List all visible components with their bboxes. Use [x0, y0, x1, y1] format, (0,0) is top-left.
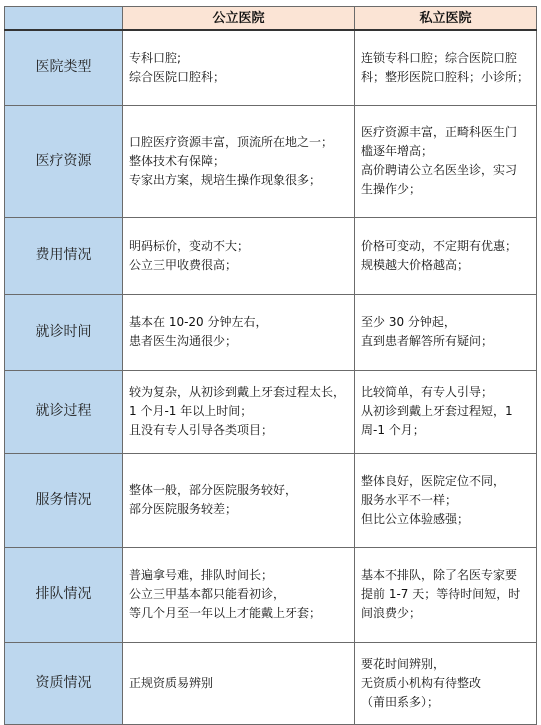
- cell-text-line: 直到患者解答所有疑问；: [361, 334, 494, 348]
- private-hospital-cell: [355, 642, 537, 724]
- cell-text-line: 基本在 10-20 分钟左右，: [129, 315, 268, 329]
- public-hospital-cell: [123, 30, 355, 105]
- table-row: [5, 642, 537, 724]
- table-row: [5, 30, 537, 105]
- header-corner: [5, 7, 123, 31]
- private-hospital-cell: [355, 453, 537, 547]
- table-row: [5, 370, 537, 453]
- cell-text-line: 但比公立体验感强；: [361, 511, 470, 526]
- row-label: 费用情况: [5, 217, 123, 294]
- cell-text-line: 要花时间辨别，: [361, 656, 446, 671]
- row-label: 医院类型: [5, 30, 123, 105]
- cell-text-line: 槛逐年增高；: [361, 144, 434, 158]
- cell-text-line: 间浪费少；: [361, 606, 422, 620]
- private-hospital-cell: [355, 294, 537, 370]
- cell-text-line: 等几个月至一年以上才能戴上牙套；: [129, 606, 322, 620]
- row-label: 服务情况: [5, 453, 123, 547]
- row-label: 医疗资源: [5, 105, 123, 217]
- cell-text-line: 专科口腔;: [129, 50, 182, 65]
- row-label: 资质情况: [5, 642, 123, 724]
- cell-text-line: 价格可变动，不定期有优惠；: [361, 238, 518, 253]
- cell-text-line: 综合医院口腔科；: [129, 69, 226, 84]
- cell-text-line: 至少 30 分钟起，: [361, 315, 456, 329]
- private-hospital-cell: [355, 547, 537, 642]
- private-hospital-cell: [355, 105, 537, 217]
- cell-text-line: 科；整形医院口腔科；小诊所；: [361, 69, 530, 84]
- row-label: 就诊过程: [5, 370, 123, 453]
- header-row: [5, 7, 537, 31]
- public-hospital-cell: [123, 105, 355, 217]
- table-row: [5, 217, 537, 294]
- public-hospital-cell: [123, 217, 355, 294]
- cell-text-line: 规模越大价格越高；: [361, 257, 470, 272]
- public-hospital-cell: [123, 294, 355, 370]
- table-row: [5, 294, 537, 370]
- header-private-hospital: 私立医院: [355, 7, 537, 31]
- cell-text-line: 部分医院服务较差；: [129, 502, 238, 516]
- cell-text-line: 整体一般，部分医院服务较好，: [129, 483, 298, 497]
- cell-text-line: 口腔医疗资源丰富，顶流所在地之一；: [129, 134, 334, 149]
- cell-text-line: 公立三甲收费很高；: [129, 257, 238, 272]
- cell-text-line: 较为复杂，从初诊到戴上牙套过程太长，: [129, 385, 346, 399]
- cell-text-line: 且没有专人引导各类项目；: [129, 423, 274, 437]
- cell-text-line: 比较简单，有专人引导；: [361, 385, 494, 399]
- header-public-hospital: 公立医院: [123, 7, 355, 31]
- comparison-table: [4, 6, 537, 725]
- private-hospital-cell: [355, 30, 537, 105]
- cell-text-line: 连锁专科口腔；综合医院口腔: [361, 50, 518, 65]
- cell-text-line: 专家出方案，规培生操作现象很多；: [129, 172, 322, 187]
- private-hospital-cell: [355, 217, 537, 294]
- cell-text-line: 整体技术有保障；: [129, 153, 226, 168]
- table-row: [5, 453, 537, 547]
- private-hospital-cell: [355, 370, 537, 453]
- cell-text-line: 从初诊到戴上牙套过程短，1: [361, 404, 513, 418]
- public-hospital-cell: [123, 547, 355, 642]
- cell-text-line: 周-1 个月；: [361, 423, 425, 437]
- cell-text-line: 无资质小机构有待整改: [361, 675, 482, 690]
- cell-text-line: （莆田系多）；: [361, 694, 440, 709]
- cell-text-line: 提前 1-7 天；等待时间短，时: [361, 587, 521, 601]
- cell-text-line: 1 个月-1 年以上时间；: [129, 404, 253, 418]
- cell-text-line: 正规资质易辨别: [129, 675, 214, 690]
- cell-text-line: 高价聘请公立名医坐诊，实习: [361, 163, 518, 177]
- cell-text-line: 公立三甲基本都只能看初诊，: [129, 587, 286, 601]
- cell-text-line: 整体良好，医院定位不同，: [361, 473, 506, 488]
- cell-text-line: 医疗资源丰富，正畸科医生门: [361, 125, 518, 139]
- cell-text-line: 明码标价，变动不大；: [129, 238, 250, 253]
- cell-text-line: 服务水平不一样；: [361, 492, 458, 507]
- cell-text-line: 生操作少；: [361, 182, 422, 196]
- table-row: [5, 105, 537, 217]
- cell-text-line: 患者医生沟通很少；: [129, 334, 238, 348]
- public-hospital-cell: [123, 642, 355, 724]
- public-hospital-cell: [123, 453, 355, 547]
- row-label: 排队情况: [5, 547, 123, 642]
- cell-text-line: 基本不排队，除了名医专家要: [361, 568, 518, 582]
- public-hospital-cell: [123, 370, 355, 453]
- row-label: 就诊时间: [5, 294, 123, 370]
- cell-text-line: 普遍拿号难，排队时间长；: [129, 568, 274, 582]
- table-row: [5, 547, 537, 642]
